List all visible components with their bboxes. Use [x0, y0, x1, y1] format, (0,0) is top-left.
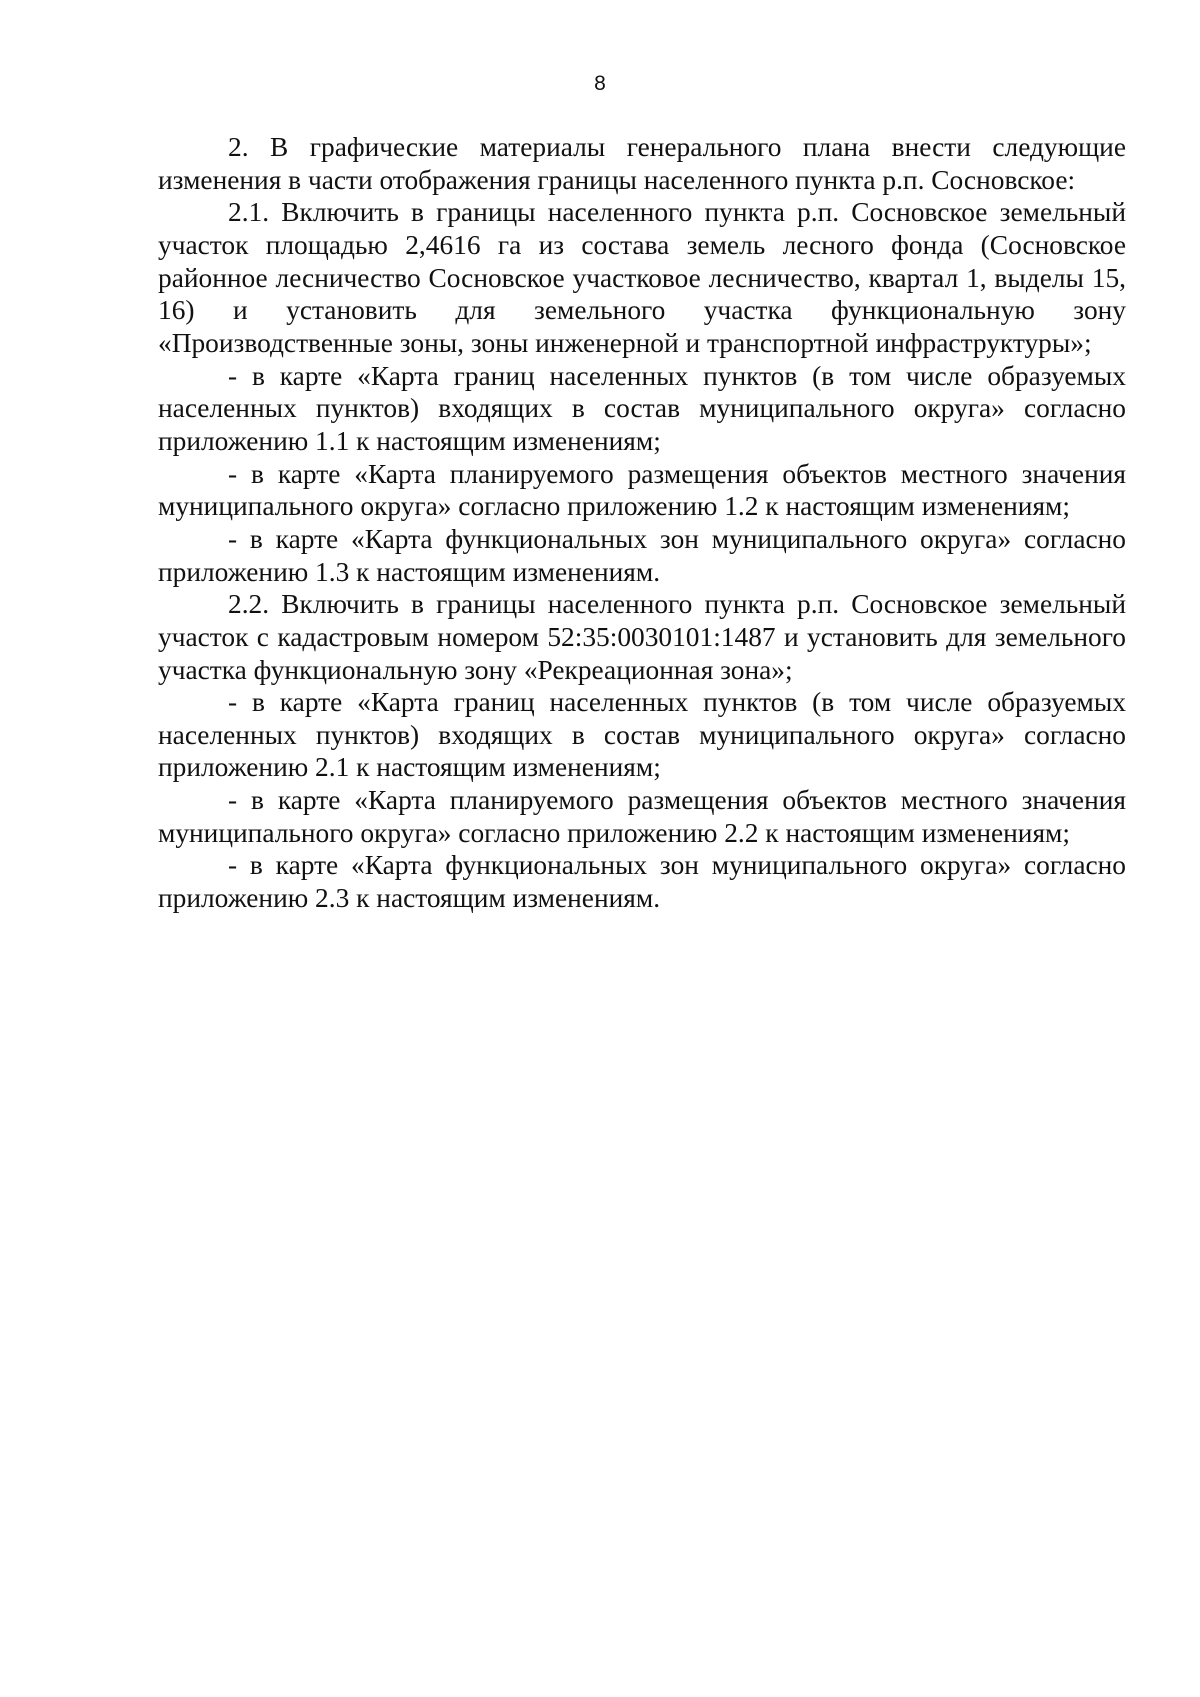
paragraph-section-2-2: 2.2. Включить в границы населенного пункта р.п. Сосновское земельный участок с кадастровым номером 52:35:0030101:1487 и установить для земельного участка функциональную зону «Рекреационная зона»; [158, 589, 1126, 685]
page-number: 8 [594, 72, 606, 95]
paragraph-item-2-2: - в карте «Карта планируемого размещения объектов местного значения муниципального округа» согласно приложению 2.2 к настоящим изменениям; [158, 785, 1126, 848]
paragraph-item-2-1: - в карте «Карта границ населенных пунктов (в том числе образуемых населенных пунктов) входящих в состав муниципального округа» согласно приложению 2.1 к настоящим изменениям; [158, 687, 1126, 783]
paragraph-item-2-3: - в карте «Карта функциональных зон муниципального округа» согласно приложению 2.3 к настоящим изменениям. [158, 850, 1126, 914]
paragraph-item-1-1: - в карте «Карта границ населенных пунктов (в том числе образуемых населенных пунктов) входящих в состав муниципального округа» согласно приложению 1.1 к настоящим изменениям; [158, 360, 1126, 456]
paragraph-item-1-2: - в карте «Карта планируемого размещения объектов местного значения муниципального округа» согласно приложению 1.2 к настоящим изменениям; [158, 458, 1126, 522]
paragraph-section-2: 2. В графические материалы генерального плана внести следующие изменения в части отображения границы населенного пункта р.п. Сосновское: [158, 132, 1126, 195]
paragraph-section-2-1: 2.1. Включить в границы населенного пункта р.п. Сосновское земельный участок площадью 2,4616 га из состава земель лесного фонда (Сосновское районное лесничество Сосновское участковое лесничество, квартал 1, выделы 15, 16) и установить для земельного участка функциональную зону «Производственные зоны, зоны инженерной и транспортной инфраструктуры»; [158, 197, 1126, 358]
paragraph-item-1-3: - в карте «Карта функциональных зон муниципального округа» согласно приложению 1.3 к настоящим изменениям. [158, 523, 1126, 587]
document-body [158, 131, 1126, 915]
